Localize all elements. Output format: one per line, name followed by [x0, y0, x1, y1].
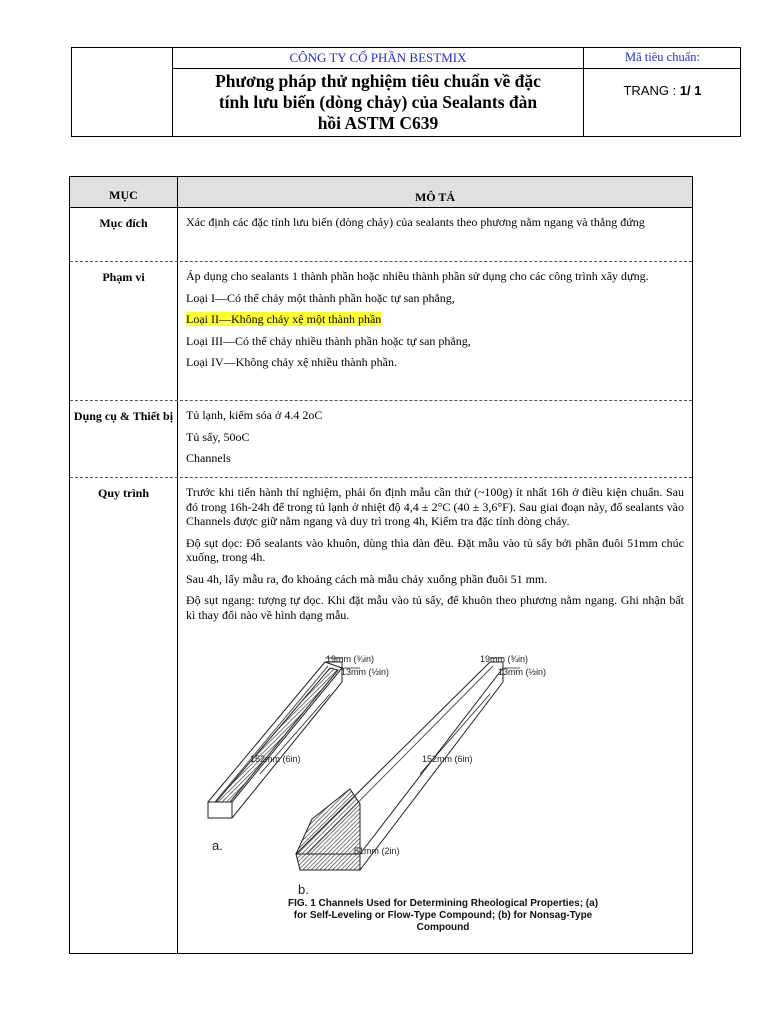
row-label: Quy trình	[70, 478, 178, 953]
column-header-description: MÔ TẢ	[414, 190, 456, 204]
row-content	[186, 408, 684, 473]
paragraph: Độ sụt dọc: Đổ sealants vào khuôn, dùng thìa dàn đều. Đặt mẫu vào tủ sấy bởi phần đuôi 51mm chúc xuống, trong 4h.	[186, 535, 684, 564]
dimension-label: 13mm (½in)	[498, 667, 547, 677]
paragraph: Sau 4h, lấy mẫu ra, đo khoảng cách mà mẫu chảy xuống phần đuôi 51 mm.	[186, 571, 548, 586]
channel-b	[296, 662, 503, 870]
paragraph: Loại I—Có thể chảy một thành phần hoặc tự san phẳng,	[186, 290, 455, 305]
dimension-label: 19mm (¾in)	[480, 654, 529, 664]
table-row	[70, 401, 692, 478]
row-content	[186, 215, 684, 237]
page-indicator	[583, 69, 741, 136]
caption-line: Compound	[416, 922, 470, 933]
paragraph: Xác định các đặc tính lưu biến (dòng chảy) của sealants theo phương nằm ngang và thẳng đứng	[186, 215, 645, 229]
dimension-label: 13mm (½in)	[341, 667, 390, 677]
row-content	[186, 269, 684, 377]
paragraph: Tủ sấy, 50oC	[186, 429, 250, 444]
dimension-label: 19mm (¾in)	[326, 654, 375, 664]
paragraph: Loại IV—Không chảy xệ nhiều thành phần.	[186, 355, 397, 369]
title-line: tính lưu biến (dòng chảy) của Sealants đàn	[218, 92, 538, 112]
paragraph: Loại III—Có thể chảy nhiều thành phần hoặc tự san phẳng,	[186, 333, 471, 348]
page-label: TRANG :	[623, 83, 677, 98]
paragraph: Trước khi tiến hành thí nghiệm, phải ổn định mẫu cần thử (~100g) ít nhất 16h ở điều kiện chuẩn. Sau đó trong 16h-24h để trong tủ lạnh ở nhiệt độ 4,4 ± 2°C (40 ± 3,6°F). Sau giai đoạn này, đổ sealants vào Channels được giữ nằm ngang và duy trì trong 4h, Kiểm tra đặc tính dòng chảy.	[186, 485, 684, 528]
figure-label-a: a.	[212, 838, 223, 853]
table-header-row	[70, 177, 692, 208]
channel-a	[208, 662, 342, 818]
dimension-label: 152mm (6in)	[422, 754, 473, 764]
row-label: Mục đích	[70, 208, 178, 261]
standard-code-label: Mã tiêu chuẩn:	[583, 48, 741, 69]
paragraph: Độ sụt ngang: tượng tự dọc. Khi đặt mẫu vào tủ sấy, để khuôn theo phương nằm ngang. Ghi nhận bất kì thay đổi nào về hình dạng mẫu.	[186, 593, 684, 622]
paragraph	[186, 312, 684, 327]
caption-line: for Self-Leveling or Flow-Type Compound; (b) for Nonsag-Type	[293, 910, 593, 921]
row-label: Dụng cụ & Thiết bị	[70, 401, 178, 477]
dimension-label: 51mm (2in)	[354, 846, 400, 856]
table-row	[70, 262, 692, 401]
document-title	[173, 69, 583, 136]
channels-drawing	[200, 654, 686, 898]
paragraph: Áp dụng cho sealants 1 thành phần hoặc nhiều thành phần sử dụng cho các công trình xây dựng.	[186, 269, 649, 283]
caption-line: FIG. 1 Channels Used for Determining Rheological Properties; (a)	[287, 898, 599, 909]
company-name: CÔNG TY CỔ PHẦN BESTMIX	[173, 48, 583, 69]
figure-label-b: b.	[298, 882, 309, 897]
highlighted-text: Loại II—Không chảy xệ một thành phần	[186, 312, 382, 326]
page-value: 1/ 1	[679, 83, 702, 98]
title-line: Phương pháp thử nghiệm tiêu chuẩn về đặc	[215, 71, 541, 91]
column-header-section: MỤC	[70, 177, 178, 207]
row-content	[186, 485, 684, 629]
paragraph: Tủ lạnh, kiểm sóa ở 4.4 2oC	[186, 408, 323, 422]
title-line: hồi ASTM C639	[317, 113, 439, 133]
document-header	[71, 47, 741, 137]
logo-cell	[72, 48, 173, 136]
paragraph: Channels	[186, 451, 231, 465]
row-label: Phạm vi	[70, 262, 178, 400]
channels-figure	[200, 654, 686, 944]
table-row	[70, 208, 692, 262]
figure-caption	[200, 898, 686, 934]
dimension-label: 152mm (6in)	[250, 754, 301, 764]
